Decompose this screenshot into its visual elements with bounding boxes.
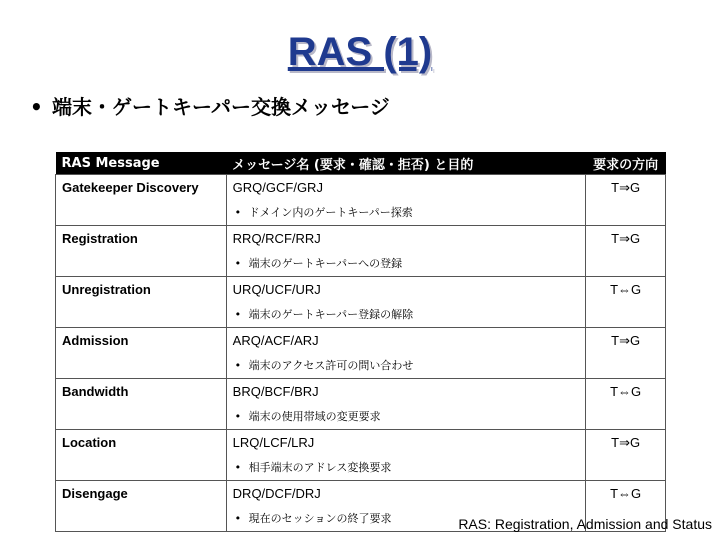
purpose-text: 端末のゲートキーパーへの登録 xyxy=(248,257,403,270)
message-cell xyxy=(226,379,586,430)
ras-message-name: Registration xyxy=(56,226,227,277)
message-cell xyxy=(226,328,586,379)
purpose-text: 端末のアクセス許可の問い合わせ xyxy=(248,359,414,372)
message-purpose xyxy=(227,402,586,424)
ras-message-name: Disengage xyxy=(56,481,227,532)
message-codes: DRQ/DCF/DRJ xyxy=(232,486,321,501)
message-codes: BRQ/BCF/BRJ xyxy=(232,384,319,399)
header-ras-message: RAS Message xyxy=(56,152,227,175)
message-purpose xyxy=(227,351,586,373)
table-row xyxy=(56,430,666,481)
request-direction: T⇔G xyxy=(586,277,666,328)
request-direction: T⇔G xyxy=(586,481,666,532)
slide-subtitle xyxy=(30,92,390,122)
message-purpose xyxy=(227,453,586,475)
footnote: RAS: Registration, Admission and Status xyxy=(458,516,712,532)
bullet-icon: • xyxy=(234,410,242,423)
purpose-text: 相手端末のアドレス変換要求 xyxy=(248,461,392,474)
message-purpose xyxy=(227,198,586,220)
purpose-text: 現在のセッションの終了要求 xyxy=(248,512,392,525)
request-direction: T⇔G xyxy=(586,379,666,430)
message-purpose xyxy=(227,300,586,322)
request-direction: T⇒G xyxy=(586,226,666,277)
bullet-icon: • xyxy=(234,461,242,474)
request-direction: T⇒G xyxy=(586,175,666,226)
message-codes: URQ/UCF/URJ xyxy=(232,282,321,297)
message-cell xyxy=(226,175,586,226)
purpose-text: 端末の使用帯域の変更要求 xyxy=(248,410,381,423)
bullet-icon: • xyxy=(234,308,242,321)
ras-message-name: Unregistration xyxy=(56,277,227,328)
bullet-icon: • xyxy=(234,359,242,372)
message-codes: ARQ/ACF/ARJ xyxy=(232,333,319,348)
header-message-name: メッセージ名 (要求・確認・拒否) と目的 xyxy=(226,152,586,175)
slide-title: RAS (1) xyxy=(287,30,433,74)
message-cell xyxy=(226,430,586,481)
ras-message-name: Location xyxy=(56,430,227,481)
bullet-icon: • xyxy=(30,95,43,119)
message-codes: RRQ/RCF/RRJ xyxy=(232,231,321,246)
message-codes: GRQ/GCF/GRJ xyxy=(232,180,323,195)
bullet-icon: • xyxy=(234,206,242,219)
message-codes: LRQ/LCF/LRJ xyxy=(232,435,315,450)
request-direction: T⇒G xyxy=(586,328,666,379)
subtitle-text: 端末・ゲートキーパー交換メッセージ xyxy=(52,95,390,119)
message-purpose xyxy=(227,249,586,271)
header-direction: 要求の方向 xyxy=(586,152,666,175)
bullet-icon: • xyxy=(234,512,242,525)
table-row xyxy=(56,277,666,328)
message-cell xyxy=(226,226,586,277)
purpose-text: ドメイン内のゲートキーパー探索 xyxy=(248,206,413,219)
bullet-icon: • xyxy=(234,257,242,270)
ras-message-table xyxy=(55,152,666,532)
purpose-text: 端末のゲートキーパー登録の解除 xyxy=(248,308,414,321)
request-direction: T⇒G xyxy=(586,430,666,481)
ras-message-name: Admission xyxy=(56,328,227,379)
table-row xyxy=(56,328,666,379)
table-row xyxy=(56,226,666,277)
message-cell xyxy=(226,277,586,328)
ras-message-name: Bandwidth xyxy=(56,379,227,430)
table-header-row xyxy=(56,152,666,175)
ras-message-name: Gatekeeper Discovery xyxy=(56,175,227,226)
table-row xyxy=(56,175,666,226)
table-row xyxy=(56,379,666,430)
